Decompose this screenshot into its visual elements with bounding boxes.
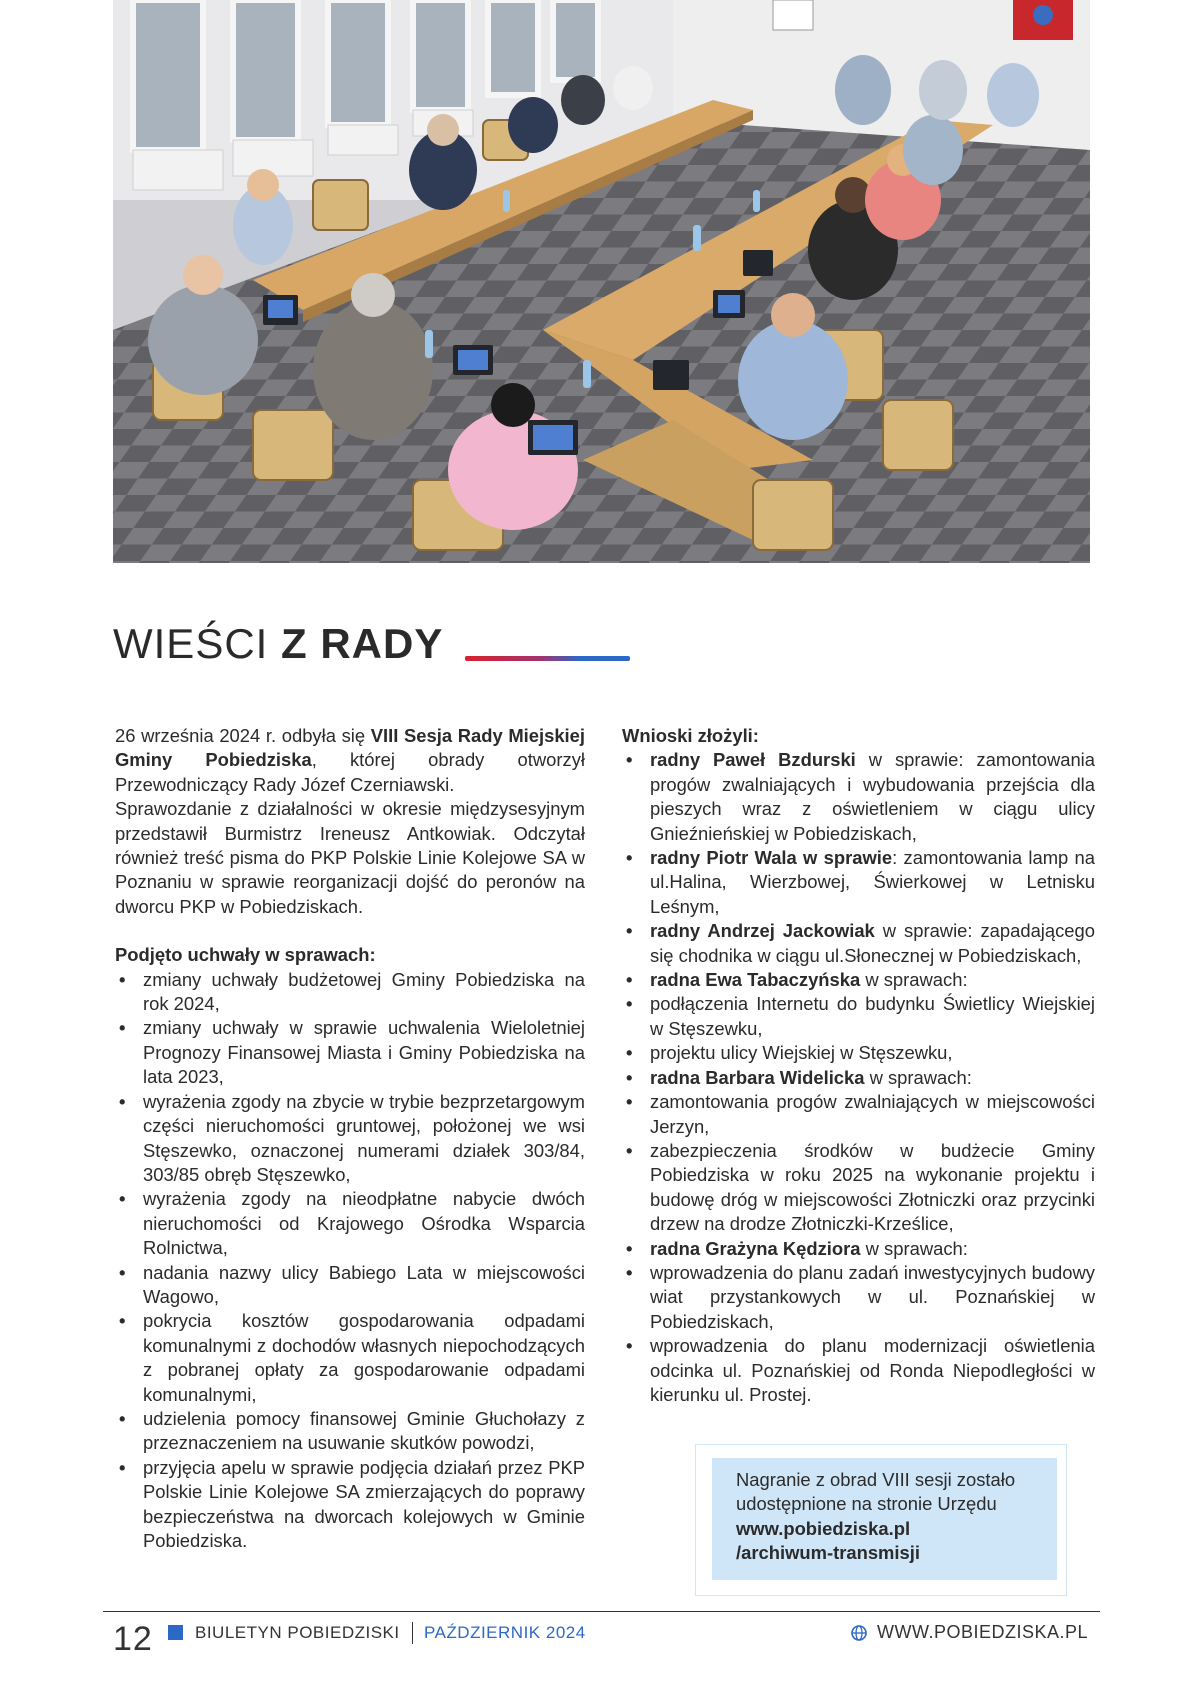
section-heading <box>113 620 443 680</box>
photo-illustration <box>113 0 1090 563</box>
motion-text: projektu ulicy Wiejskiej w Stęszewku, <box>650 1042 953 1064</box>
list-item <box>622 748 1095 846</box>
list-item <box>622 1066 1095 1090</box>
list-item <box>622 968 1095 992</box>
list-item <box>622 1261 1095 1334</box>
list-item <box>622 919 1095 968</box>
publication-name: BIULETYN POBIEDZISKI <box>195 1623 400 1642</box>
report-paragraph: Sprawozdanie z działalności w okresie międzysesyjnym przedstawił Burmistrz Ireneusz Antkowiak. Odczytał również treść pisma do PKP Polskie Linie Kolejowe SA w Poznaniu w sprawie reorganizacji dojść do peronów na dworcu PKP w Pobiedziskach. <box>115 798 585 917</box>
archive-link[interactable]: /archiwum-transmisji <box>736 1542 920 1564</box>
councillor-name: radny Piotr Wala w sprawie <box>650 847 893 869</box>
list-item: • przyjęcia apelu w sprawie podjęcia działań przez PKP Polskie Linie Kolejowe SA zmierzających do poprawy bezpieczeństwa na dworcach kolejowych w Gminie Pobiedziska. <box>115 1456 585 1554</box>
list-item: • wyrażenia zgody na zbycie w trybie bezprzetargowym części nieruchomości gruntowej, położonej we wsi Stęszewko, oznaczonej numerami działek 303/84, 303/85 obręb Stęszewko, <box>115 1090 585 1188</box>
list-item <box>622 1237 1095 1261</box>
list-item: • nadania nazwy ulicy Babiego Lata w miejscowości Wagowo, <box>115 1261 585 1310</box>
motion-text: zabezpieczenia środków w budżecie Gminy Pobiedziska w roku 2025 na wykonanie projektu i budowę dróg w miejscowości Złotniczki oraz przycinki drzew na drodze Złotniczki-Krześlice, <box>650 1139 1095 1235</box>
intro-rest: , której obrady otworzył Przewodniczący Rady Józef Czerniawski. <box>115 749 585 795</box>
intro-session: VIII Sesja Rady Miejskiej Gminy Pobiedziska <box>115 725 586 771</box>
councillor-name: radna Grażyna Kędziora <box>650 1237 861 1259</box>
list-item: • zmiany uchwały w sprawie uchwalenia Wieloletniej Prognozy Finansowej Miasta i Gminy Pobiedziska na lata 2023, <box>115 1016 585 1089</box>
councillor-name: radny Andrzej Jackowiak <box>650 920 875 942</box>
info-box <box>712 1458 1057 1580</box>
councillor-name: radna Barbara Widelicka <box>650 1066 865 1088</box>
motion-text: w sprawach: <box>864 1066 972 1088</box>
motion-text: wprowadzenia do planu zadań inwestycyjnych budowy wiat przystankowych w ul. Poznańskiej w Pobiedziskach, <box>650 1261 1095 1332</box>
list-item <box>622 1041 1095 1065</box>
motion-text: w sprawach: <box>860 1237 968 1259</box>
motion-text: zamontowania progów zwalniających w miejscowości Jerzyn, <box>650 1091 1095 1137</box>
list-item: • wyrażenia zgody na nieodpłatne nabycie dwóch nieruchomości od Krajowego Ośrodka Wsparcia Rolnictwa, <box>115 1187 585 1260</box>
list-item <box>622 1334 1095 1407</box>
list-item <box>622 1090 1095 1139</box>
footer-website[interactable]: WWW.POBIEDZISKA.PL <box>877 1622 1089 1642</box>
council-session-photo <box>113 0 1090 563</box>
intro-paragraph <box>115 724 585 797</box>
list-item <box>622 1139 1095 1237</box>
motion-text: w sprawach: <box>860 969 968 991</box>
footer-square-icon <box>168 1625 183 1640</box>
resolutions-list <box>115 968 585 1554</box>
motion-text: : zamontowania lamp na ul.Halina, Wierzbowej, Świerkowej w Letnisku Leśnym, <box>650 847 1095 917</box>
issue-date: PAŹDZIERNIK 2024 <box>424 1623 586 1642</box>
heading-bold: Z RADY <box>281 620 444 667</box>
intro-date: 26 września 2024 r. odbyła się <box>115 725 371 746</box>
heading-accent-bar <box>465 656 630 661</box>
resolutions-title: Podjęto uchwały w sprawach: <box>115 944 376 966</box>
list-item: • udzielenia pomocy finansowej Gminie Głuchołazy z przeznaczeniem na usuwanie skutków powodzi, <box>115 1407 585 1456</box>
list-item: • zmiany uchwały budżetowej Gminy Pobiedziska na rok 2024, <box>115 968 585 1017</box>
councillor-name: radna Ewa Tabaczyńska <box>650 969 861 991</box>
right-column <box>622 724 1095 1407</box>
heading-light: WIEŚCI <box>113 620 282 667</box>
motion-text: w sprawie: zapadającego się chodnika w ciągu ul.Słonecznej w Pobiedziskach, <box>650 920 1095 966</box>
footer-separator <box>412 1622 413 1644</box>
list-item <box>622 992 1095 1041</box>
left-column <box>115 724 585 1553</box>
list-item: • pokrycia kosztów gospodarowania odpadami komunalnymi z dochodów własnych niepochodzących z pobranej opłaty za gospodarowanie odpadami komunalnymi, <box>115 1309 585 1407</box>
footer-divider <box>103 1611 1100 1612</box>
page-number: 12 <box>113 1620 153 1658</box>
motion-text: w sprawie: zamontowania progów zwalniających i wybudowania przejścia dla pieszych wraz z oświetleniem w ciągu ulicy Gnieźnieńskiej w Pobiedziskach, <box>650 749 1095 844</box>
list-item <box>622 846 1095 919</box>
info-text: Nagranie z obrad VIII sesji zostało udostępnione na stronie Urzędu <box>736 1469 1016 1515</box>
website-link[interactable]: www.pobiedziska.pl <box>736 1517 911 1539</box>
motions-title: Wnioski złożyli: <box>622 725 759 746</box>
motion-text: wprowadzenia do planu modernizacji oświetlenia odcinka ul. Poznańskiej od Ronda Niepodległości w kierunku ul. Prostej. <box>650 1335 1095 1405</box>
globe-icon <box>851 1625 867 1641</box>
motion-text: podłączenia Internetu do budynku Świetlicy Wiejskiej w Stęszewku, <box>650 993 1095 1039</box>
councillor-name: radny Paweł Bzdurski <box>650 749 856 771</box>
motions-list <box>622 748 1095 1407</box>
